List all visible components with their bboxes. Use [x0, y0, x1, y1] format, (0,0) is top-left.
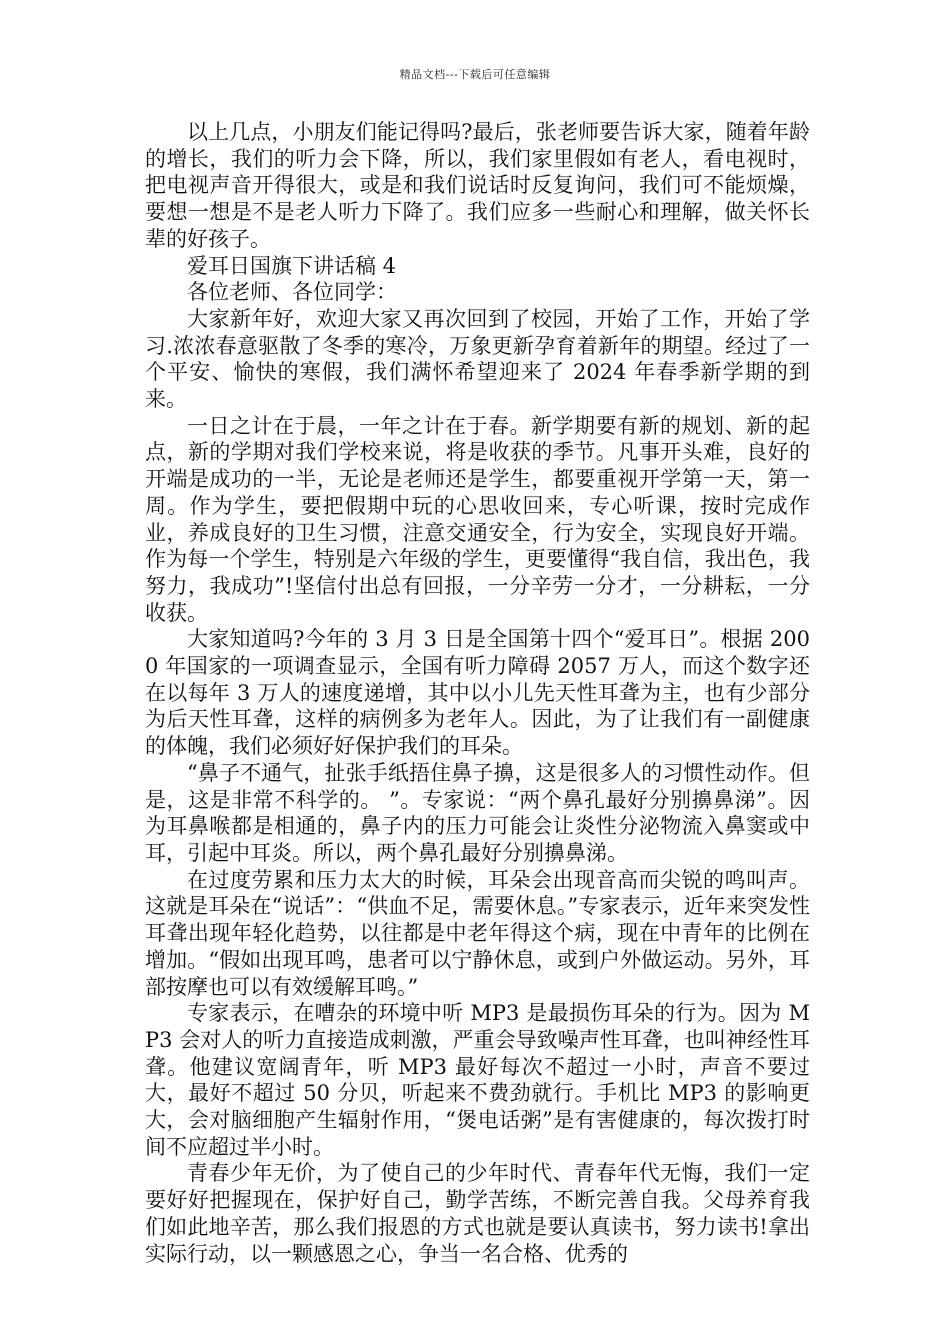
paragraph-ear-care-day: 大家知道吗?今年的 3 月 3 日是全国第十四个“爱耳日”。根据 2000 年国家的一项调查显示，全国有听力障碍 2057 万人，而这个数字还在以每年 3 万人的速度递增，其中以小儿先天性耳聋为主，也有少部分为后天性耳聋，这样的病例多为老年人。因此，为了让我们有一副健康的体魄，我们必须好好保护我们的耳朵。 — [145, 627, 810, 759]
speech-title: 爱耳日国旗下讲话稿 4 — [187, 253, 397, 278]
paragraph-youth: 青春少年无价，为了使自己的少年时代、青春年代无悔，我们一定要好好把握现在，保护好自己，勤学苦练，不断完善自我。父母养育我们如此地辛苦，那么我们报恩的方式也就是要认真读书，努力读书!拿出实际行动，以一颗感恩之心，争当一名合格、优秀的 — [145, 1161, 810, 1266]
document-body — [145, 119, 810, 1267]
paragraph-closing-remarks: 以上几点，小朋友们能记得吗?最后，张老师要告诉大家，随着年龄的增长，我们的听力会下降，所以，我们家里假如有老人，看电视时，把电视声音开得很大，或是和我们说话时反复询问，我们可不能烦燥，要想一想是不是老人听力下降了。我们应多一些耐心和理解，做关怀长辈的好孩子。 — [145, 120, 810, 251]
paragraph-tinnitus: 在过度劳累和压力太大的时候，耳朵会出现音高而尖锐的鸣叫声。这就是耳朵在“说话”：“供血不足，需要休息。”专家表示，近年来突发性耳聋出现年轻化趋势，以往都是中老年得这个病，现在中青年的比例在增加。“假如出现耳鸣，患者可以宁静休息，或到户外做运动。另外，耳部按摩也可以有效缓解耳鸣。” — [145, 867, 810, 999]
paragraph-nose-blowing: “鼻子不通气，扯张手纸捂住鼻子擤，这是很多人的习惯性动作。但是，这是非常不科学的。 ”。专家说：“两个鼻孔最好分别擤鼻涕”。因为耳鼻喉都是相通的，鼻子内的压力可能会让炎性分泌物流入鼻窦或中耳，引起中耳炎。所以，两个鼻孔最好分别擤鼻涕。 — [145, 760, 810, 865]
page-header: 精品文档---下载后可任意编辑 — [399, 68, 551, 81]
paragraph-mp3-advice: 专家表示，在嘈杂的环境中听 MP3 是最损伤耳朵的行为。因为 MP3 会对人的听力直接造成刺激，严重会导致噪声性耳聋，也叫神经性耳聋。他建议宽阔青年，听 MP3 最好每次不超过一小时，声音不要过大，最好不超过 50 分贝，听起来不费劲就行。手机比 MP3 的影响更大，会对脑细胞产生辐射作用，“煲电话粥”是有害健康的，每次拨打时间不应超过半小时。 — [145, 1001, 810, 1159]
paragraph-new-semester: 一日之计在于晨，一年之计在于春。新学期要有新的规划、新的起点，新的学期对我们学校来说，将是收获的季节。凡事开头难，良好的开端是成功的一半，无论是老师还是学生，都要重视开学第一天，第一周。作为学生，要把假期中玩的心思收回来，专心听课，按时完成作业，养成良好的卫生习惯，注意交通安全，行为安全，实现良好开端。作为每一个学生，特别是六年级的学生，更要懂得“我自信，我出色，我努力，我成功”!坚信付出总有回报，一分辛劳一分才，一分耕耘，一分收获。 — [145, 413, 810, 625]
paragraph-new-year-greeting: 大家新年好，欢迎大家又再次回到了校园，开始了工作，开始了学习.浓浓春意驱散了冬季的寒冷，万象更新孕育着新年的期望。经过了一个平安、愉快的寒假，我们满怀希望迎来了 2024 年春季新学期的到来。 — [145, 306, 810, 412]
speech-salutation: 各位老师、各位同学： — [187, 280, 397, 305]
